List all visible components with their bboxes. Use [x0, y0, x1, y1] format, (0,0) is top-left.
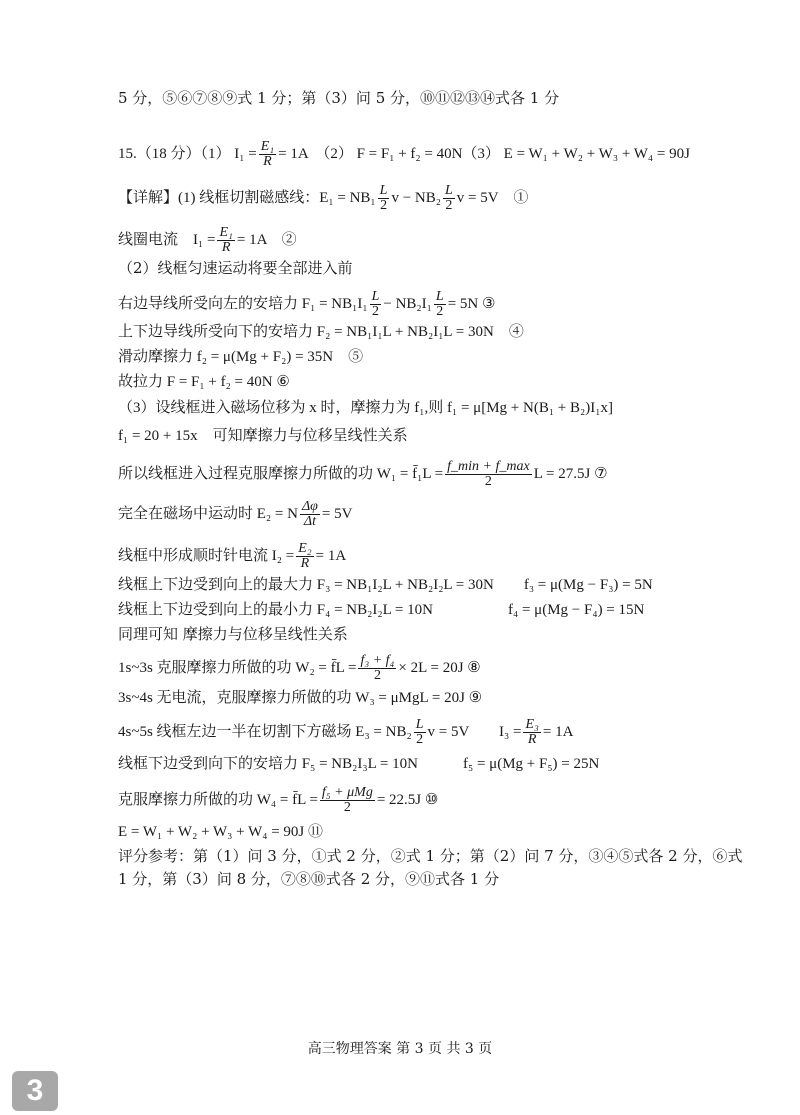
line-22: 克服摩擦力所做的功 W₄ = f̄L = $\frac{\text{f₅ + μMg}}{2}$ = 22.5J ⑩ [118, 785, 439, 815]
line-20: 4s~5s 线框左边一半在切割下方磁场 E₃ = NB₂ $\frac{L}{2}$ v = 5V I₃ = $\frac{\text{E₃}}{R}$ = 1A [118, 717, 574, 747]
fraction: $\frac{\text{E₃}}{R}$ [525, 717, 539, 747]
fraction: $\frac{\Delta\varphi}{\Delta t}$ [301, 499, 318, 529]
fraction: $\frac{L}{2}$ [445, 183, 453, 213]
line-15: 线框上下边受到向上的最大力 F₃ = NB₁I₂L + NB₂I₂L = 30N f₃ = μ(Mg − F₃) = 5N [118, 577, 653, 593]
line-12: 所以线框进入过程克服摩擦力所做的功 W₁ = f̄₁L = $\frac{f\_\min + f\_\max}{2}$ L = 27.5J ⑦ [118, 459, 608, 489]
fraction: $\frac{L}{2}$ [371, 289, 380, 319]
line-02: 15.（18 分）（1） I₁ = $\frac{\text{E₁}}{R}$ = 1A （2） F = F₁ + f₂ = 40N（3） E = W₁ + W₂ + W₃ + W₄ = 90J [118, 139, 690, 169]
fraction: $\frac{\text{E₂}}{R}$ [298, 541, 312, 571]
fraction: $\frac{f\_\min + f\_\max}{2}$ [447, 459, 530, 489]
fraction: $\frac{L}{2}$ [379, 183, 388, 213]
line-09: 故拉力 F = F₁ + f₂ = 40N ⑥ [118, 374, 290, 390]
line-21: 线框下边受到向下的安培力 F₅ = NB₂I₃L = 10N f₅ = μ(Mg + F₅) = 25N [118, 756, 600, 772]
line-25: 1 分，第（3）问 8 分，⑦⑧⑩式各 2 分，⑨⑪式各 1 分 [118, 870, 500, 888]
line-10: （3）设线框进入磁场位移为 x 时，摩擦力为 f₁,则 f₁ = μ[Mg + N(B₁ + B₂)I₁x] [118, 400, 613, 416]
fraction: $\frac{L}{2}$ [415, 717, 424, 747]
line-07: 上下边导线所受向下的安培力 F₂ = NB₁I₁L + NB₂I₁L = 30N ④ [118, 324, 524, 340]
line-17: 同理可知 摩擦力与位移呈线性关系 [118, 625, 348, 643]
line-24: 评分参考：第（1）问 3 分，①式 2 分，②式 1 分；第（2）问 7 分，③④⑤式各 2 分，⑥式 [118, 847, 743, 865]
fraction: $\frac{\text{f₃ + f₄}}{2}$ [360, 653, 395, 683]
page-footer: 高三物理答案 第 3 页 共 3 页 [307, 1041, 493, 1057]
page-number-badge: 3 [12, 1071, 58, 1111]
fraction: $\frac{\text{E₁}}{R}$ [260, 139, 275, 169]
line-13: 完全在磁场中运动时 E₂ = N $\frac{\Delta\varphi}{\Delta t}$ = 5V [118, 499, 353, 529]
fraction: $\frac{L}{2}$ [435, 289, 444, 319]
line-19: 3s~4s 无电流，克服摩擦力所做的功 W₃ = μMgL = 20J ⑨ [118, 690, 483, 706]
line-18: 1s~3s 克服摩擦力所做的功 W₂ = f̄L = $\frac{\text{f₃ + f₄}}{2}$ × 2L = 20J ⑧ [118, 653, 481, 683]
line-05: （2）线框匀速运动将要全部进入前 [118, 259, 353, 277]
fraction: $\frac{\text{E₁}}{R}$ [219, 225, 233, 255]
line-01: 5 分，⑤⑥⑦⑧⑨式 1 分；第（3）问 5 分，⑩⑪⑫⑬⑭式各 1 分 [118, 89, 560, 107]
line-04: 线圈电流 I₁ = $\frac{\text{E₁}}{R}$ = 1A ② [118, 225, 297, 255]
line-06: 右边导线所受向左的安培力 F₁ = NB₁I₁ $\frac{L}{2}$ − NB₂I₁ $\frac{L}{2}$ = 5N ③ [118, 289, 496, 319]
line-08: 滑动摩擦力 f₂ = μ(Mg + F₂) = 35N ⑤ [118, 349, 364, 365]
line-23: E = W₁ + W₂ + W₃ + W₄ = 90J ⑪ [118, 824, 324, 840]
line-14: 线框中形成顺时针电流 I₂ = $\frac{\text{E₂}}{R}$ = 1A [118, 541, 347, 571]
line-11: f₁ = 20 + 15x 可知摩擦力与位移呈线性关系 [118, 428, 408, 444]
line-03: 【详解】(1) 线框切割磁感线：E₁ = NB₁ $\frac{L}{2}$ v − NB₂ $\frac{L}{2}$ v = 5V ① [118, 183, 529, 213]
line-16: 线框上下边受到向上的最小力 F₄ = NB₂I₂L = 10N f₄ = μ(Mg − F₄) = 15N [118, 602, 645, 618]
fraction: $\frac{\text{f₅ + μMg}}{2}$ [321, 785, 373, 815]
